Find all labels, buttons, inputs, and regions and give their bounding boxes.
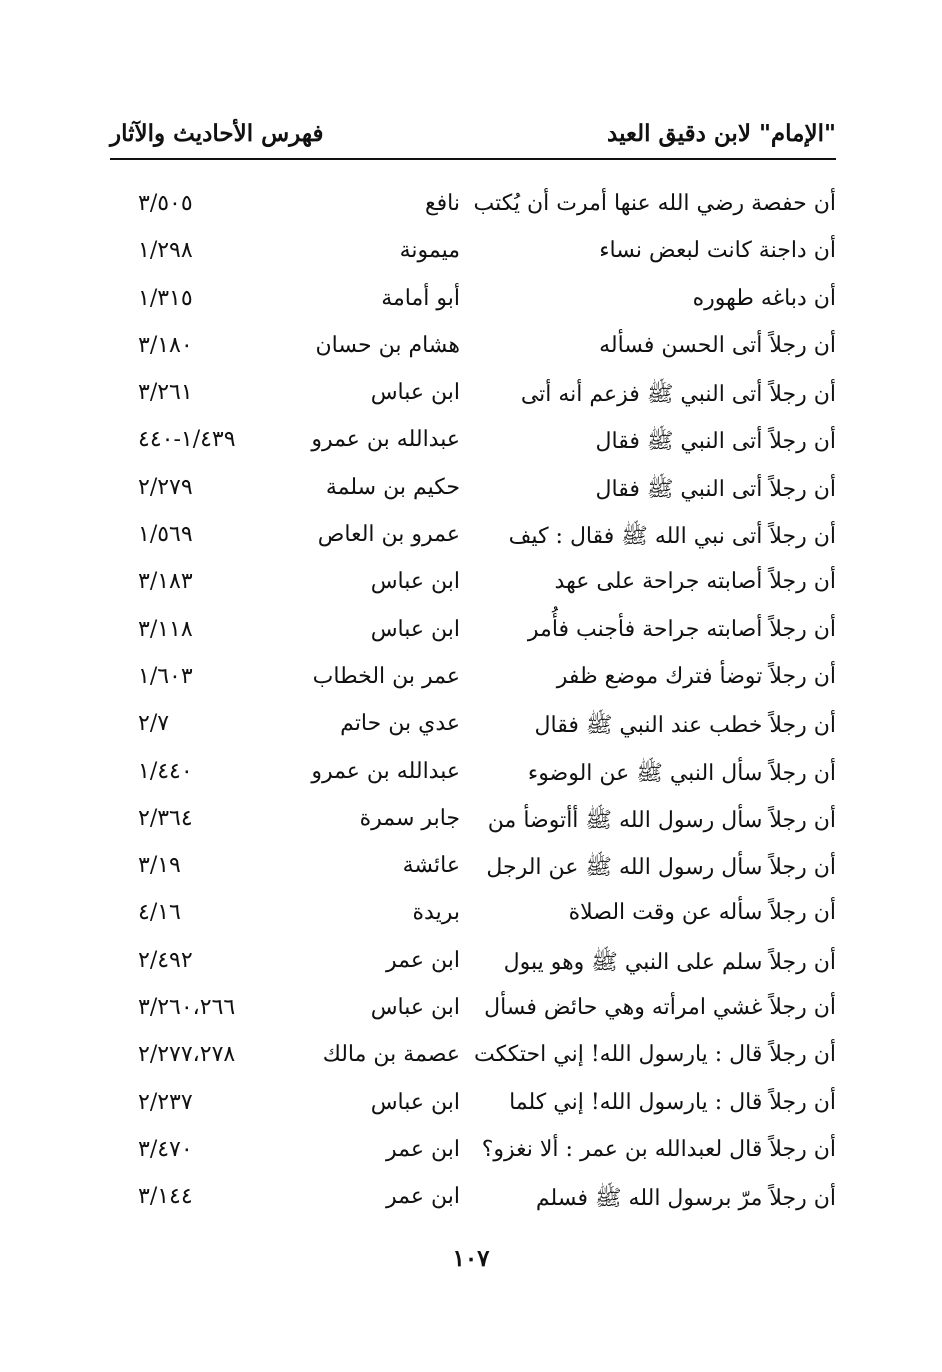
volume-page-reference: ٢/٧	[138, 711, 170, 737]
hadith-index-list	[110, 185, 836, 1226]
volume-page-reference: ٣/٢٦١	[138, 380, 193, 406]
hadith-incipit: أن رجلاً أتى نبي الله ﷺ فقال : كيف	[508, 524, 836, 550]
volume-page-reference: ١/٤٤٠	[138, 758, 193, 784]
index-entry	[110, 1178, 836, 1225]
hadith-incipit: أن رجلاً أصابته جراحة فأجنب فأُمر	[527, 616, 836, 642]
narrator: ابن عباس	[370, 995, 460, 1021]
index-entry	[110, 232, 836, 279]
index-entry	[110, 185, 836, 232]
volume-page-reference: ١/٦٠٣	[138, 663, 193, 689]
hadith-incipit: أن داجنة كانت لبعض نساء	[599, 238, 836, 264]
index-entry	[110, 421, 836, 468]
hadith-incipit: أن رجلاً قال : يارسول الله! إني احتككت	[474, 1042, 836, 1068]
volume-page-reference: ٢/٣٦٤	[138, 805, 193, 831]
narrator: عمر بن الخطاب	[312, 663, 460, 689]
index-entry	[110, 611, 836, 658]
index-entry	[110, 1036, 836, 1083]
volume-page-reference: ١/٣١٥	[138, 285, 193, 311]
index-entry	[110, 280, 836, 327]
hadith-incipit: أن رجلاً سأل رسول الله ﷺ أأتوضأ من	[487, 807, 836, 833]
narrator: ابن عباس	[370, 1089, 460, 1115]
index-entry	[110, 1084, 836, 1131]
hadith-incipit: أن رجلاً أصابته جراحة على عهد	[554, 569, 836, 595]
volume-page-reference: ٣/٤٧٠	[138, 1136, 193, 1162]
hadith-incipit: أن رجلاً قال لعبدالله بن عمر : ألا نغزو؟	[481, 1136, 836, 1162]
hadith-incipit: أن رجلاً سأل النبي ﷺ عن الوضوء	[527, 760, 836, 786]
hadith-incipit: أن رجلاً سأل رسول الله ﷺ عن الرجل	[486, 855, 836, 881]
hadith-incipit: أن رجلاً غشي امرأته وهي حائض فسأل	[484, 995, 836, 1021]
narrator: ابن عباس	[370, 616, 460, 642]
hadith-incipit: أن رجلاً مرّ برسول الله ﷺ فسلم	[535, 1186, 836, 1212]
hadith-incipit: أن رجلاً خطب عند النبي ﷺ فقال	[534, 713, 836, 739]
narrator: هشام بن حسان	[315, 332, 460, 358]
narrator: ابن عباس	[370, 569, 460, 595]
page-number: ١٠٧	[452, 1245, 490, 1272]
volume-page-reference: ٣/١١٨	[138, 616, 193, 642]
narrator: عمرو بن العاص	[317, 522, 460, 548]
volume-page-reference: ٣/٥٠٥	[138, 191, 193, 216]
index-entry	[110, 658, 836, 705]
volume-page-reference: ٣/١٩	[138, 853, 181, 879]
volume-page-reference: ٤/١٦	[138, 900, 181, 926]
book-title: "الإمام" لابن دقيق العيد	[607, 120, 836, 147]
volume-page-reference: ٢/٢٧٩	[138, 474, 193, 500]
narrator: أبو أمامة	[381, 285, 460, 311]
index-entry	[110, 989, 836, 1036]
index-entry	[110, 800, 836, 847]
volume-page-reference: ٢/٤٩٢	[138, 947, 193, 973]
volume-page-reference: ٣/١٤٤	[138, 1184, 193, 1210]
hadith-incipit: أن رجلاً أتى النبي ﷺ فقال	[595, 429, 836, 455]
volume-page-reference: ٣/٢٦٠،٢٦٦	[138, 995, 236, 1021]
hadith-incipit: أن رجلاً أتى النبي ﷺ فزعم أنه أتى	[520, 382, 836, 408]
volume-page-reference: ١/٢٩٨	[138, 238, 193, 264]
index-entry	[110, 374, 836, 421]
narrator: عبدالله بن عمرو	[311, 427, 460, 453]
hadith-incipit: أن رجلاً قال : يارسول الله! إني كلما	[509, 1089, 836, 1115]
index-entry	[110, 1131, 836, 1178]
volume-page-reference: ١/٥٦٩	[138, 522, 193, 548]
index-entry	[110, 705, 836, 752]
narrator: عصمة بن مالك	[322, 1042, 460, 1068]
narrator: ابن عمر	[386, 1184, 460, 1210]
index-entry	[110, 894, 836, 941]
section-title: فهرس الأحاديث والآثار	[110, 120, 324, 147]
index-entry	[110, 516, 836, 563]
narrator: عبدالله بن عمرو	[311, 758, 460, 784]
hadith-incipit: أن حفصة رضي الله عنها أمرت أن يُكتب	[473, 191, 836, 216]
index-entry	[110, 327, 836, 374]
hadith-incipit: أن رجلاً سلم على النبي ﷺ وهو يبول	[503, 949, 836, 975]
hadith-incipit: أن رجلاً أتى النبي ﷺ فقال	[595, 476, 836, 502]
hadith-incipit: أن رجلاً أتى الحسن فسأله	[599, 332, 836, 358]
narrator: ميمونة	[399, 238, 460, 264]
running-header	[110, 118, 836, 160]
narrator: نافع	[424, 191, 460, 216]
narrator: ابن عباس	[370, 380, 460, 406]
index-entry	[110, 469, 836, 516]
index-entry	[110, 563, 836, 610]
volume-page-reference: ٣/١٨٠	[138, 332, 193, 358]
hadith-incipit: أن رجلاً سأله عن وقت الصلاة	[568, 900, 836, 926]
hadith-incipit: أن رجلاً توضأ فترك موضع ظفر	[556, 663, 836, 689]
narrator: ابن عمر	[386, 1136, 460, 1162]
narrator: بريدة	[412, 900, 460, 926]
volume-page-reference: ٢/٢٣٧	[138, 1089, 193, 1115]
narrator: جابر سمرة	[359, 805, 460, 831]
index-entry	[110, 847, 836, 894]
index-entry	[110, 753, 836, 800]
narrator: حكيم بن سلمة	[325, 474, 460, 500]
narrator: عائشة	[402, 853, 460, 879]
volume-page-reference: ١/٤٣٩-٤٤٠	[138, 427, 236, 453]
index-entry	[110, 942, 836, 989]
volume-page-reference: ٢/٢٧٧،٢٧٨	[138, 1042, 236, 1068]
narrator: ابن عمر	[386, 947, 460, 973]
narrator: عدي بن حاتم	[340, 711, 460, 737]
volume-page-reference: ٣/١٨٣	[138, 569, 193, 595]
hadith-incipit: أن دباغه طهوره	[692, 285, 836, 311]
